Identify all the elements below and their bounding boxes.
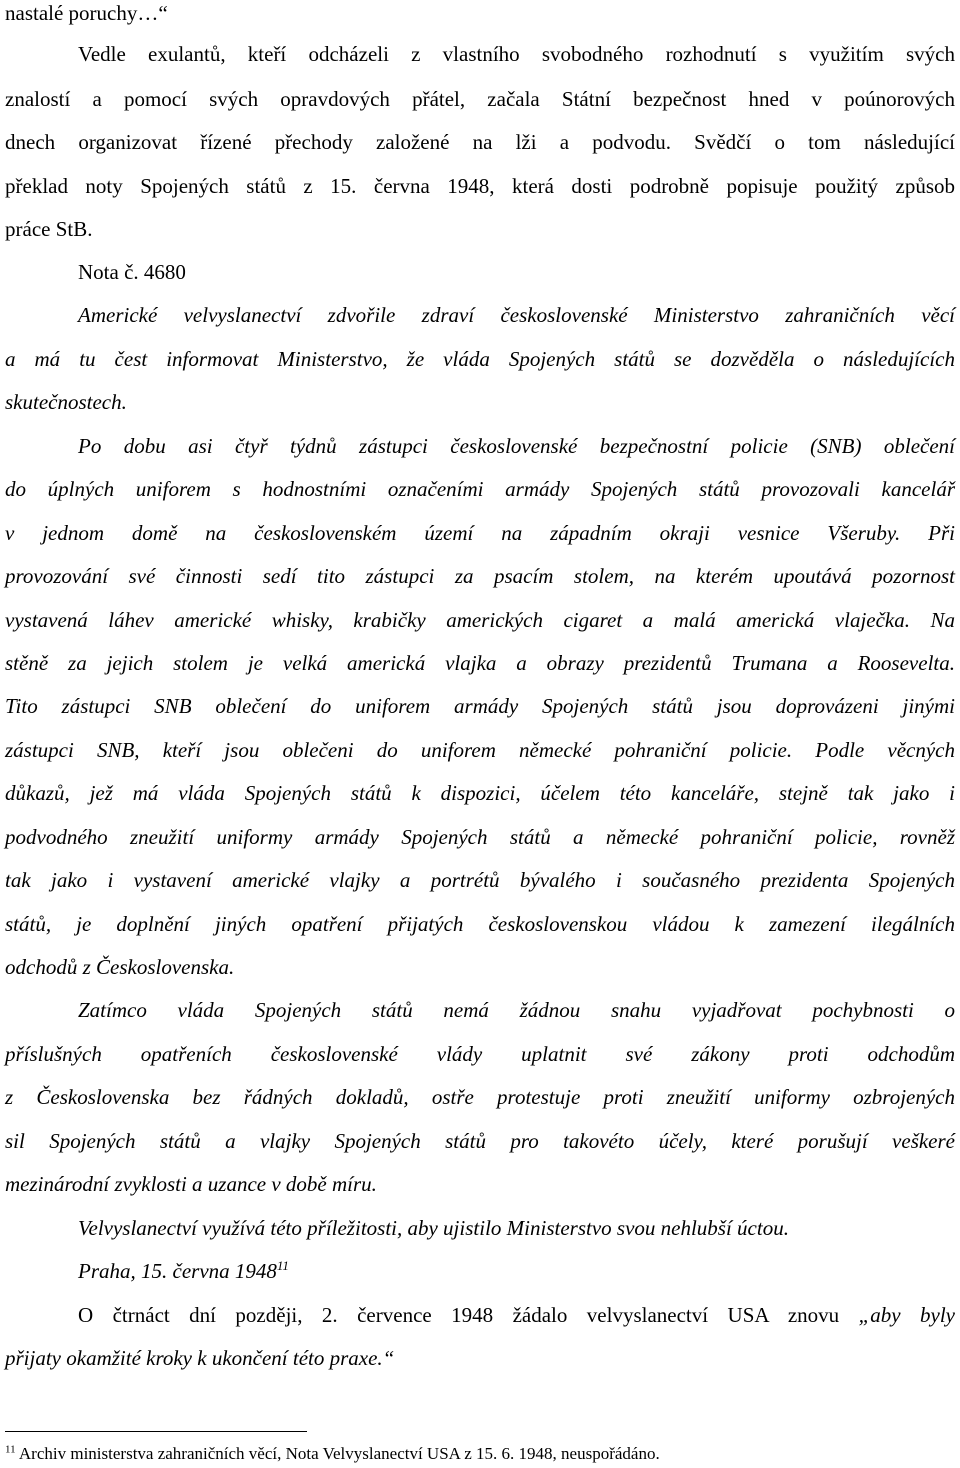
- quote-span: „aby byly: [858, 1303, 956, 1327]
- note-heading: Nota č. 4680: [78, 260, 186, 284]
- footnote-number: 11: [5, 1443, 16, 1456]
- footnote-text: Archiv ministerstva zahraničních věcí, Nota Velvyslanectví USA z 15. 6. 1948, neuspořádáno.: [18, 1444, 660, 1463]
- text-line: stěně za jejich stolem je velká americká vlajka a obrazy prezidentů Trumana a Roosevelta.: [5, 651, 955, 675]
- text-line: dnech organizovat řízené přechody založené na lži a podvodu. Svědčí o tom následující: [5, 130, 955, 154]
- text-line: tak jako i vystavení americké vlajky a portrétů bývalého i současného prezidenta Spojených: [5, 868, 955, 892]
- text-line: sil Spojených států a vlajky Spojených států pro takovéto účely, které porušují veškeré: [5, 1129, 955, 1153]
- text-line: nastalé poruchy…“: [5, 1, 168, 25]
- date-line: [78, 1258, 289, 1284]
- text-line: přijaty okamžité kroky k ukončení této praxe.“: [5, 1346, 395, 1370]
- text-line: Tito zástupci SNB oblečení do uniforem armády Spojených států jsou doprovázeni jinými: [5, 694, 955, 718]
- text-line: mezinárodní zvyklosti a uzance v době míru.: [5, 1172, 377, 1196]
- text-line: důkazů, jež má vláda Spojených států k dispozici, účelem této kanceláře, stejně tak jako i: [5, 781, 955, 805]
- footnote-reference[interactable]: 11: [276, 1258, 289, 1273]
- text-line: v jednom domě na československém území na západním okraji vesnice Všeruby. Při: [5, 521, 955, 545]
- text-line: Americké velvyslanectví zdvořile zdraví československé Ministerstvo zahraničních věcí: [78, 303, 955, 327]
- text-line: z Československa bez řádných dokladů, ostře protestuje proti zneužití uniformy ozbrojených: [5, 1085, 955, 1109]
- text-line: do úplných uniforem s hodnostními označeními armády Spojených států provozovali kancelář: [5, 477, 955, 501]
- text-line: odchodů z Československa.: [5, 955, 235, 979]
- footnote: [5, 1444, 660, 1464]
- text-line: [78, 1302, 955, 1328]
- text-line: provozování své činnosti sedí tito zástupci za psacím stolem, na kterém upoutává pozornost: [5, 564, 955, 588]
- text-line: práce StB.: [5, 217, 93, 241]
- text-line: vystavená láhev americké whisky, krabičky amerických cigaret a malá americká vlaječka. Na: [5, 608, 955, 632]
- text-line: států, je doplnění jiných opatření přijatých československou vládou k zamezení ilegálních: [5, 912, 955, 936]
- text-line: a má tu čest informovat Ministerstvo, že vláda Spojených států se dozvěděla o následujících: [5, 347, 955, 371]
- text-line: Po dobu asi čtyř týdnů zástupci československé bezpečnostní policie (SNB) oblečení: [78, 434, 955, 458]
- text-span: O čtrnáct dní později, 2. července 1948 žádalo velvyslanectví USA znovu: [78, 1303, 859, 1327]
- text-line: znalostí a pomocí svých opravdových přátel, začala Státní bezpečnost hned v poúnorových: [5, 87, 955, 111]
- text-line: překlad noty Spojených států z 15. června 1948, která dosti podrobně popisuje použitý způsob: [5, 174, 955, 198]
- date-text: Praha, 15. června 1948: [78, 1259, 277, 1283]
- footnote-separator: [5, 1431, 307, 1432]
- text-line: Velvyslanectví využívá této příležitosti, aby ujistilo Ministerstvo svou nehlubší úctou.: [78, 1216, 789, 1240]
- text-line: skutečnostech.: [5, 390, 127, 414]
- text-line: Zatímco vláda Spojených států nemá žádnou snahu vyjadřovat pochybnosti o: [78, 998, 955, 1022]
- text-line: Vedle exulantů, kteří odcházeli z vlastního svobodného rozhodnutí s využitím svých: [78, 42, 955, 66]
- text-line: podvodného zneužití uniformy armády Spojených států a německé pohraniční policie, rovněž: [5, 825, 955, 849]
- text-line: zástupci SNB, kteří jsou oblečeni do uniforem německé pohraniční policie. Podle věcných: [5, 738, 955, 762]
- text-line: příslušných opatřeních československé vlády uplatnit své zákony proti odchodům: [5, 1042, 955, 1066]
